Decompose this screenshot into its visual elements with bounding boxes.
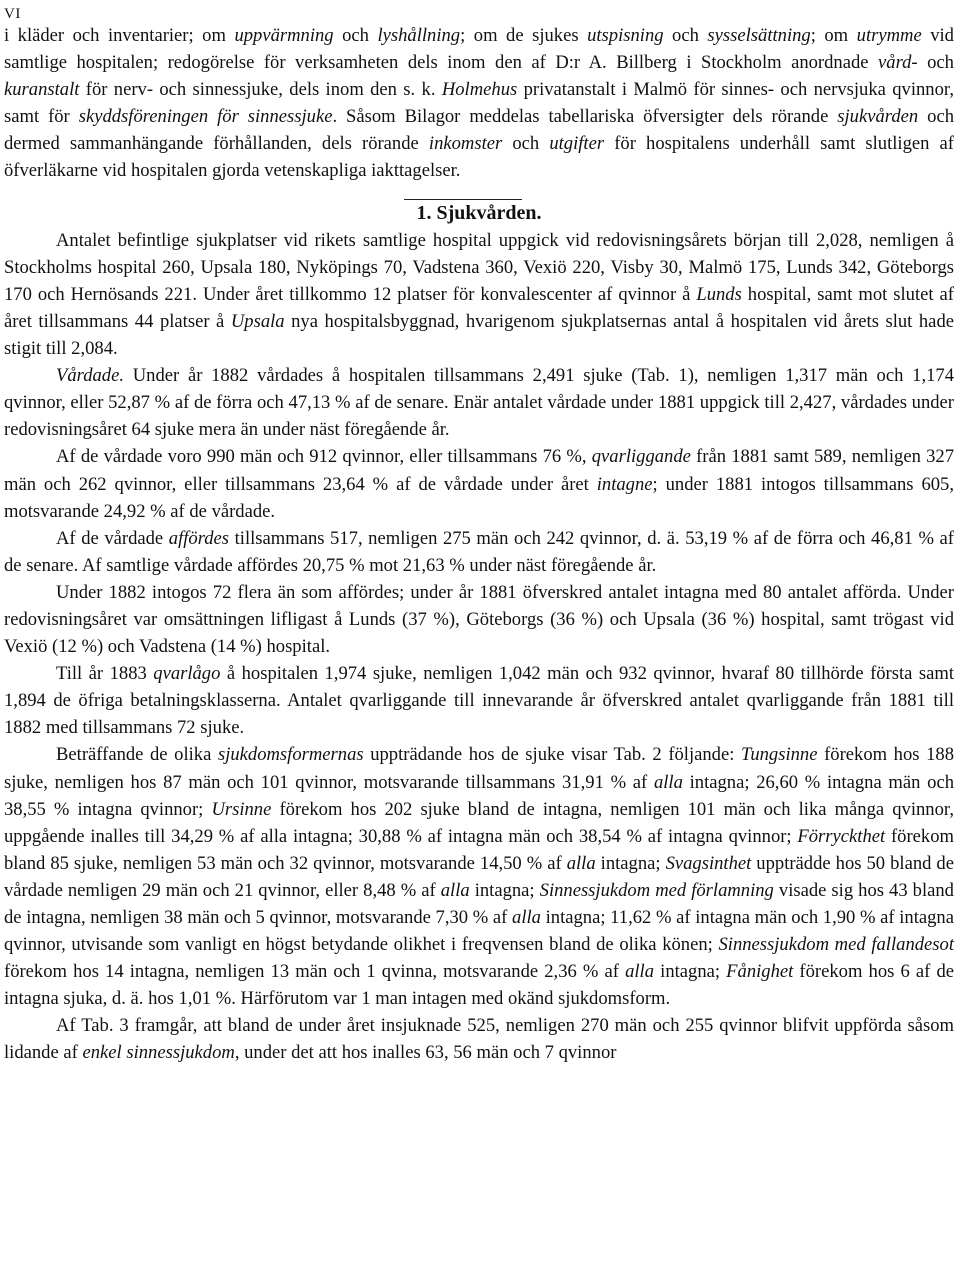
page-body bbox=[4, 22, 954, 1067]
paragraph-omsattning: Under 1882 intogos 72 flera än som affördes; under år 1881 öfverskred antalet intagna med 80 antalet afförda. Under redovisningsåret var omsättningen lifligast å Lunds (37 %), Göteborgs (36 %) och Upsala (36 %) hospital, samt trögast vid Vexiö (12 %) och Vadstena (14 %) hospital. bbox=[4, 581, 954, 658]
section-heading: 1. Sjukvården. bbox=[416, 201, 542, 224]
paragraph-qvarlago: Till år 1883 qvarlågo å hospitalen 1,974 sjuke, nemligen 1,042 män och 932 qvinnor, hvaraf 80 tillhörde första samt 1,894 de öfriga betalningsklasserna. Antalet qvarliggande till innevarande år öfverskred antalet qvarliggande från 1881 till 1882 med tillsammans 72 sjuke. bbox=[4, 663, 954, 739]
paragraph-sjukdomsformer: Beträffande de olika sjukdomsformernas uppträdande hos de sjuke visar Tab. 2 följande: Tungsinne förekom hos 188 sjuke, nemligen hos 87 män och 101 qvinnor, motsvarande tillsammans 31,91 % af alla intagna; 26,60 % intagna män och 38,55 % intagna qvinnor; Ursinne förekom hos 202 sjuke bland de intagna, nemligen 101 män och lika många qvinnor, uppgående inalles till 34,29 % af alla intagna; 30,88 % af intagna män och 38,54 % af intagna qvinnor; Förryckthet förekom bland 85 sjuke, nemligen 53 män och 32 qvinnor, motsvarande 14,50 % af alla intagna; Svagsinthet uppträdde hos 50 bland de vårdade nemligen 29 män och 21 qvinnor, eller 8,48 % af alla intagna; Sinnessjukdom med förlamning visade sig hos 43 bland de intagna, nemligen 38 män och 5 qvinnor, motsvarande 7,30 % af alla intagna; 11,62 % af intagna män och 1,90 % af intagna qvinnor, utvisande som vanligt en högst betydande olikhet i freqvensen bland de olika könen; Sinnessjukdom med fallandesot förekom hos 14 intagna, nemligen 13 män och 1 qvinna, motsvarande 2,36 % af alla intagna; Fånighet förekom hos 6 af de intagna sjuka, d. ä. hos 1,01 %. Härförutom var 1 man intagen med okänd sjukdomsform. bbox=[4, 744, 955, 1010]
paragraph-vardade: Vårdade. Under år 1882 vårdades å hospitalen tillsammans 2,491 sjuke (Tab. 1), nemligen 1,317 män och 1,174 qvinnor, eller 52,87 % af de förra och 47,13 % af de senare. Enär antalet vårdade under 1881 uppgick till 2,427, vårdades under redovisningsåret 64 sjuke mera än under näst föregående år. bbox=[4, 365, 954, 441]
paragraph-afforda: Af de vårdade affördes tillsammans 517, nemligen 275 män och 242 qvinnor, d. ä. 53,19 % af de förra och 46,81 % af de senare. Af samtlige vårdade affördes 20,75 % mot 21,63 % under näst föregående år. bbox=[4, 527, 954, 576]
paragraph-tab3: Af Tab. 3 framgår, att bland de under året insjuknade 525, nemligen 270 män och 255 qvinnor blifvit uppförda såsom lidande af enkel sinnessjukdom, under det att hos inalles 63, 56 män och 7 qvinnor bbox=[4, 1015, 954, 1064]
paragraph-sjukplatser: Antalet befintlige sjukplatser vid rikets samtlige hospital uppgick vid redovisningsårets början till 2,028, nemligen å Stockholms hospital 260, Upsala 180, Nyköpings 70, Vadstena 360, Vexiö 220, Visby 30, Malmö 175, Lunds 342, Göteborgs 170 och Hernösands 221. Under året tillkommo 12 platser för konvalescenter af qvinnor å Lunds hospital, samt mot slutet af året tillsammans 44 platser å Upsala nya hospitalsbyggnad, hvarigenom sjukplatsernas antal å hospitalen vid årets slut hade stigit till 2,084. bbox=[4, 229, 954, 360]
paragraph-qvarliggande: Af de vårdade voro 990 män och 912 qvinnor, eller tillsammans 76 %, qvarliggande från 1881 samt 589, nemligen 327 män och 262 qvinnor, eller tillsammans 23,64 % af de vårdade under året intagne; under 1881 intogos tillsammans 605, motsvarande 24,92 % af de vårdade. bbox=[4, 446, 954, 522]
intro-paragraph: i kläder och inventarier; om uppvärmning och lyshållning; om de sjukes utspisning och sysselsättning; om utrymme vid samtlige hospitalen; redogörelse för verksamheten dels inom den af D:r A. Billberg i Stockholm anordnade vård- och kuranstalt för nerv- och sinnessjuke, dels inom den s. k. Holmehus privatanstalt i Malmö för sinnes- och nervsjuka qvinnor, samt för skyddsföreningen för sinnessjuke. Såsom Bilagor meddelas tabellariska öfversigter dels rörande sjukvården och dermed sammanhängande förhållanden, dels rörande inkomster och utgifter för hospitalens underhåll samt slutligen af öfverläkarne vid hospitalen gjorda vetenskapliga iakttagelser. bbox=[4, 25, 954, 182]
page-number: VI bbox=[4, 6, 21, 22]
